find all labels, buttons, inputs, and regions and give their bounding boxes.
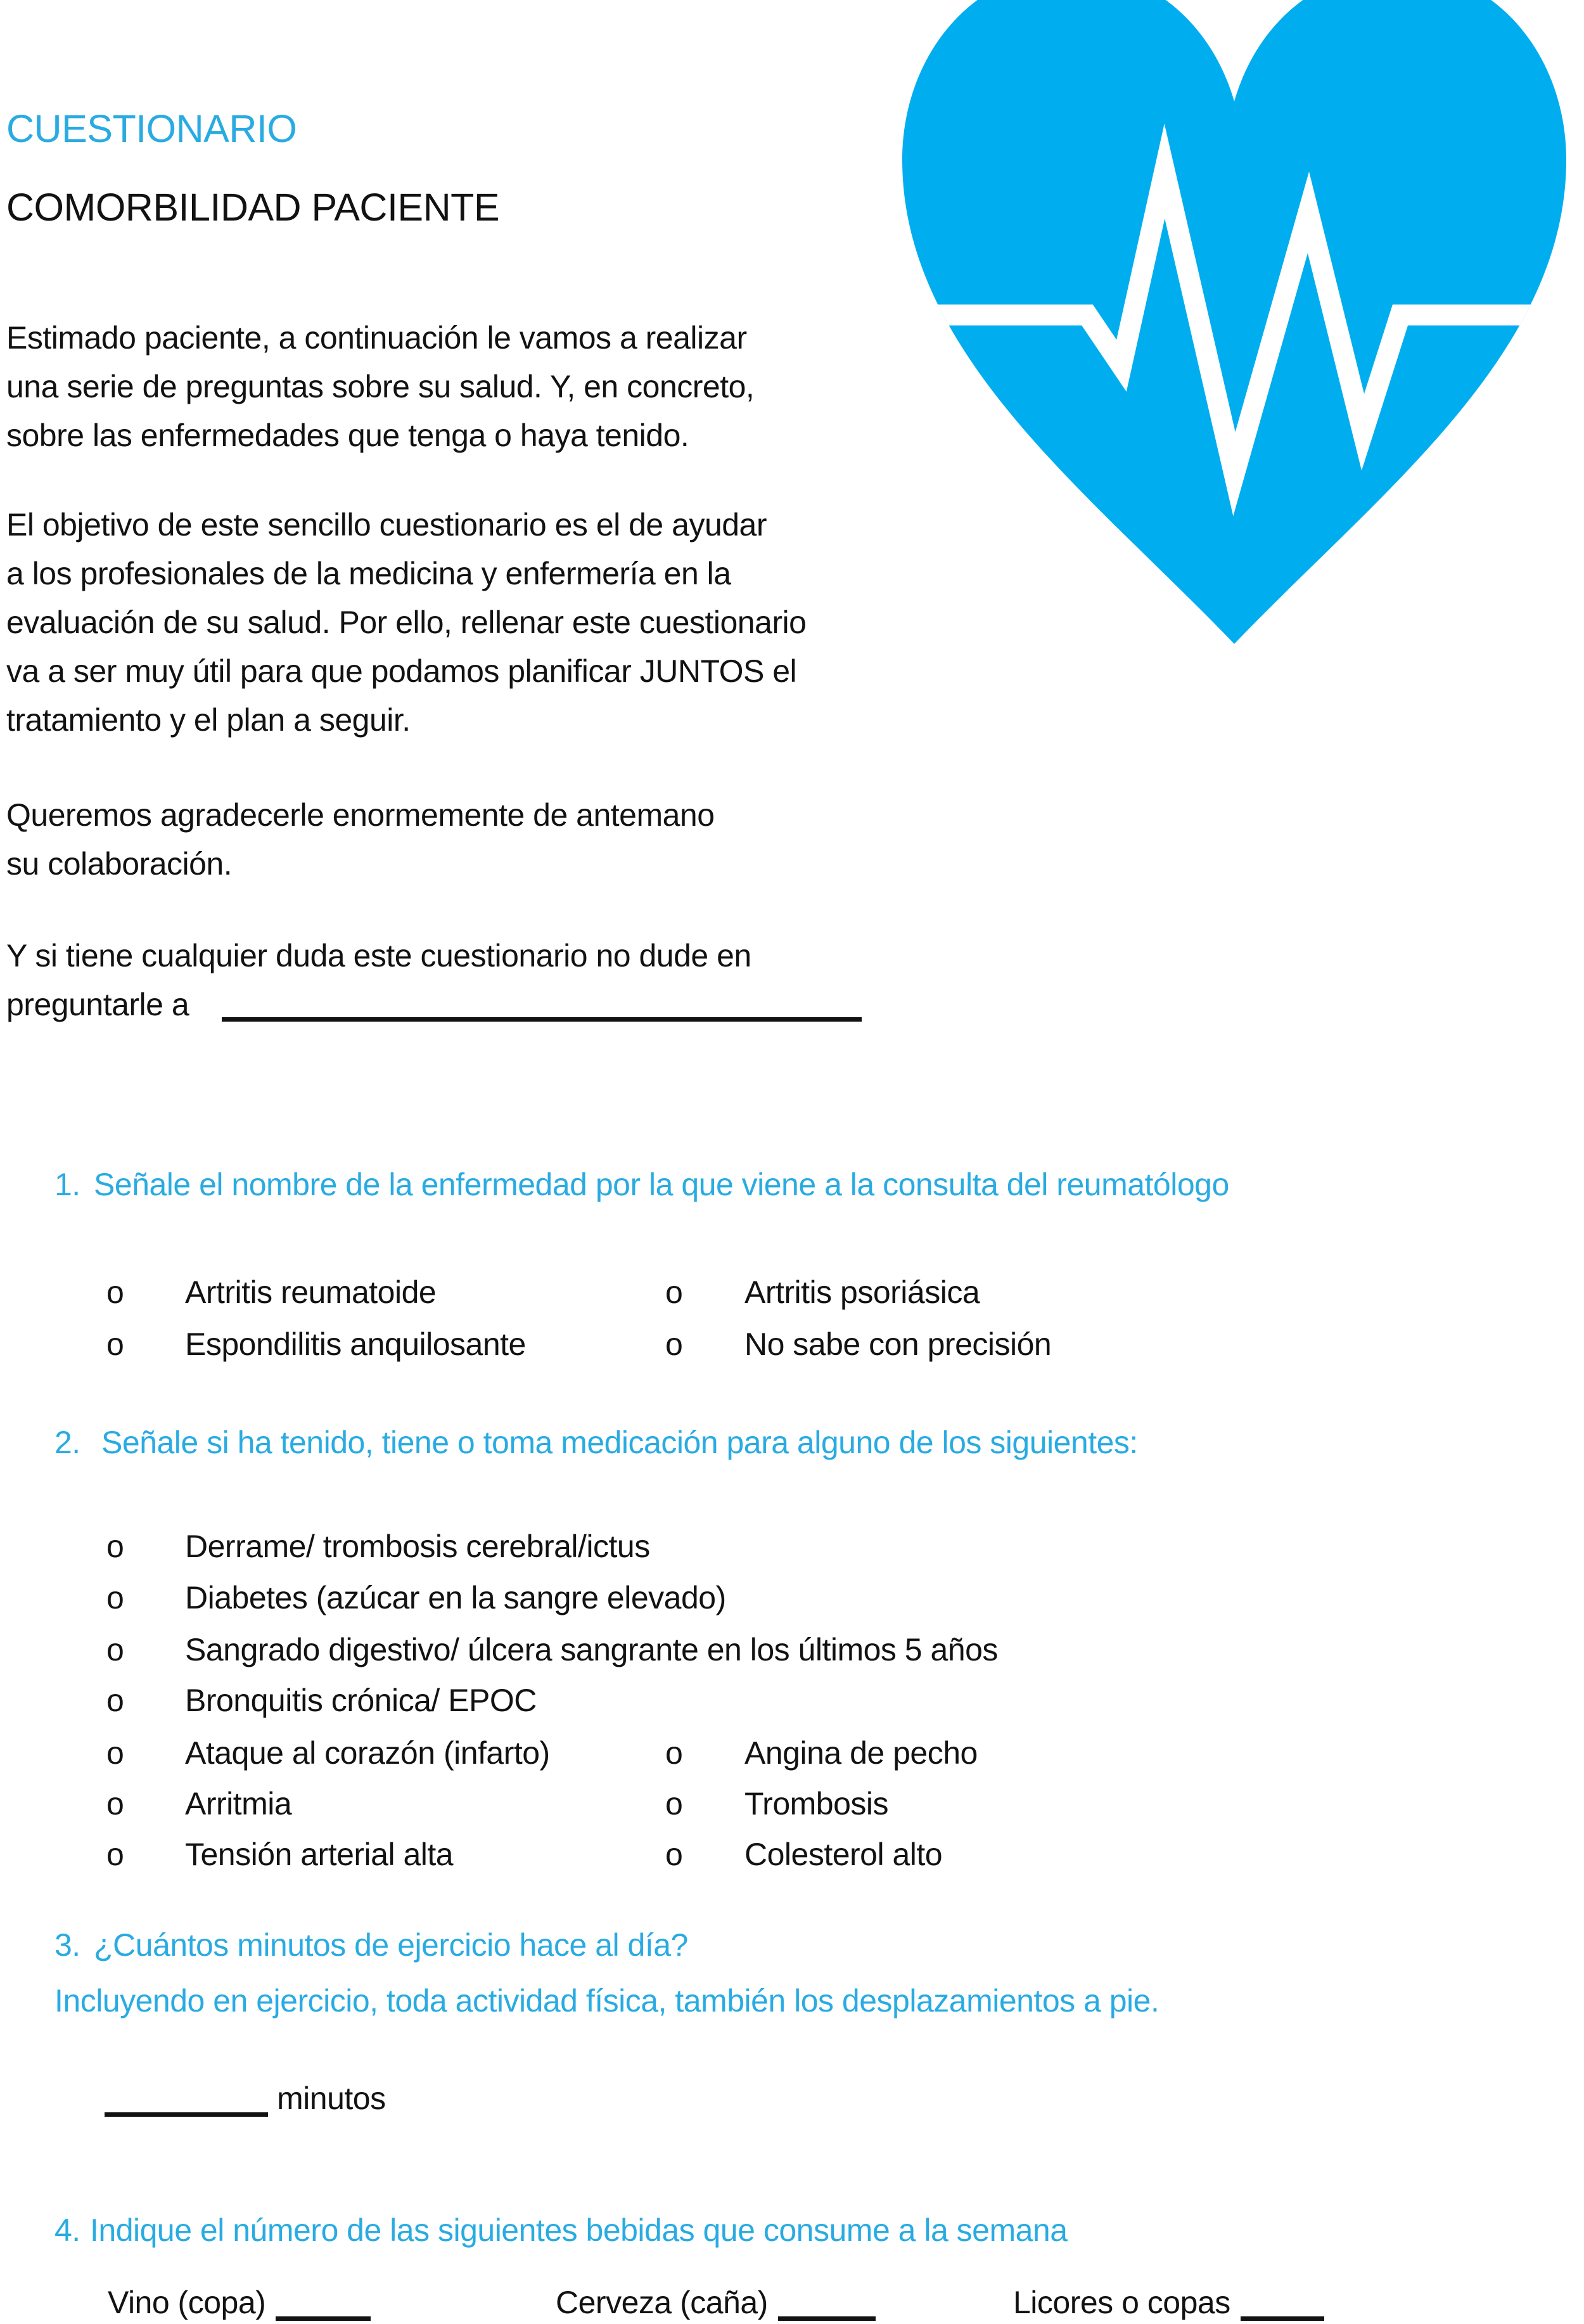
question-1-title [0, 1166, 1584, 1210]
page-title: CUESTIONARIO [6, 107, 297, 150]
liquor-count-blank[interactable] [1241, 2291, 1324, 2321]
drink-label: Licores o copas [1013, 2285, 1230, 2320]
option-bullet[interactable]: o [106, 1735, 124, 1771]
drink-item [108, 2284, 371, 2321]
option-label: Tensión arterial alta [185, 1837, 454, 1872]
question-3-title [0, 1927, 1584, 1971]
option-label: Diabetes (azúcar en la sangre elevado) [185, 1580, 726, 1615]
option-label: Derrame/ trombosis cerebral/ictus [185, 1529, 650, 1564]
option-bullet[interactable]: o [665, 1274, 683, 1310]
option-bullet[interactable]: o [106, 1786, 124, 1821]
question-3-subtitle: Incluyendo en ejercicio, toda actividad física, también los desplazamientos a pie. [54, 1983, 1159, 2019]
option-label: Bronquitis crónica/ EPOC [185, 1683, 537, 1718]
minutes-blank[interactable] [105, 2087, 268, 2117]
option-label: Colesterol alto [744, 1837, 943, 1872]
intro-line: su colaboración. [6, 846, 233, 882]
heartbeat-heart-icon [900, 0, 1569, 648]
question-1-text: Señale el nombre de la enfermedad por la que viene a la consulta del reumatólogo [94, 1167, 1229, 1202]
option-bullet[interactable]: o [106, 1274, 124, 1310]
option-label: Angina de pecho [744, 1735, 978, 1771]
question-3-text: ¿Cuántos minutos de ejercicio hace al día? [94, 1927, 688, 1963]
option-bullet[interactable]: o [665, 1786, 683, 1821]
option-bullet[interactable]: o [665, 1735, 683, 1771]
drink-item [556, 2284, 876, 2321]
option-bullet[interactable]: o [106, 1580, 124, 1615]
option-label: Ataque al corazón (infarto) [185, 1735, 550, 1771]
option-label: Arritmia [185, 1786, 292, 1821]
intro-paragraph-3 [6, 791, 715, 889]
question-2-title [0, 1424, 1584, 1468]
minutes-label: minutos [277, 2081, 386, 2116]
option-row [0, 1274, 1584, 1319]
question-2-number: 2. [54, 1425, 80, 1460]
drink-label: Vino (copa) [108, 2285, 266, 2320]
question-3-number: 3. [54, 1927, 80, 1963]
intro-line: a los profesionales de la medicina y enfermería en la [6, 556, 731, 591]
option-label: No sabe con precisión [744, 1326, 1052, 1362]
option-row [0, 1528, 1584, 1574]
option-label: Espondilitis anquilosante [185, 1326, 526, 1362]
option-bullet[interactable]: o [665, 1326, 683, 1362]
option-label: Trombosis [744, 1786, 889, 1821]
option-label: Artritis psoriásica [744, 1274, 980, 1310]
question-2-text: Señale si ha tenido, tiene o toma medicación para alguno de los siguientes: [101, 1425, 1138, 1460]
option-bullet[interactable]: o [106, 1683, 124, 1718]
drink-label: Cerveza (caña) [556, 2285, 768, 2320]
option-row [0, 1682, 1584, 1728]
option-row [0, 1735, 1584, 1780]
intro-paragraph-1 [6, 314, 754, 460]
intro-line: El objetivo de este sencillo cuestionario es el de ayudar [6, 507, 767, 542]
beer-count-blank[interactable] [778, 2291, 876, 2321]
intro-line: sobre las enfermedades que tenga o haya tenido. [6, 418, 689, 453]
ask-to-label: preguntarle a [6, 987, 189, 1022]
option-row [0, 1836, 1584, 1882]
option-bullet[interactable]: o [106, 1837, 124, 1872]
option-row [0, 1326, 1584, 1371]
minutes-answer-row [105, 2080, 386, 2117]
drink-item [1013, 2284, 1324, 2321]
intro-line: Queremos agradecerle enormemente de antemano [6, 797, 715, 833]
option-row [0, 1579, 1584, 1625]
intro-line: Estimado paciente, a continuación le vamos a realizar [6, 320, 747, 356]
intro-line: una serie de preguntas sobre su salud. Y, en concreto, [6, 369, 755, 404]
doctor-name-blank[interactable] [222, 992, 862, 1022]
option-row [0, 1785, 1584, 1831]
option-bullet[interactable]: o [106, 1326, 124, 1362]
question-4-title [0, 2212, 1584, 2256]
option-label: Sangrado digestivo/ úlcera sangrante en los últimos 5 años [185, 1632, 998, 1667]
question-4-text: Indique el número de las siguientes bebidas que consume a la semana [90, 2212, 1068, 2248]
question-4-number: 4. [54, 2212, 80, 2248]
option-row [0, 1631, 1584, 1677]
option-label: Artritis reumatoide [185, 1274, 437, 1310]
intro-line: Y si tiene cualquier duda este cuestionario no dude en [6, 938, 751, 973]
intro-line: va a ser muy útil para que podamos planificar JUNTOS el [6, 653, 797, 689]
intro-line: evaluación de su salud. Por ello, rellenar este cuestionario [6, 605, 807, 640]
intro-paragraph-4 [6, 932, 862, 1029]
drinks-answer-row [0, 2284, 1584, 2324]
intro-paragraph-2 [6, 501, 806, 745]
page-subtitle: COMORBILIDAD PACIENTE [6, 186, 500, 229]
question-1-number: 1. [54, 1167, 80, 1202]
intro-line: tratamiento y el plan a seguir. [6, 702, 411, 738]
wine-count-blank[interactable] [276, 2291, 371, 2321]
option-bullet[interactable]: o [665, 1837, 683, 1872]
option-bullet[interactable]: o [106, 1632, 124, 1667]
option-bullet[interactable]: o [106, 1529, 124, 1564]
